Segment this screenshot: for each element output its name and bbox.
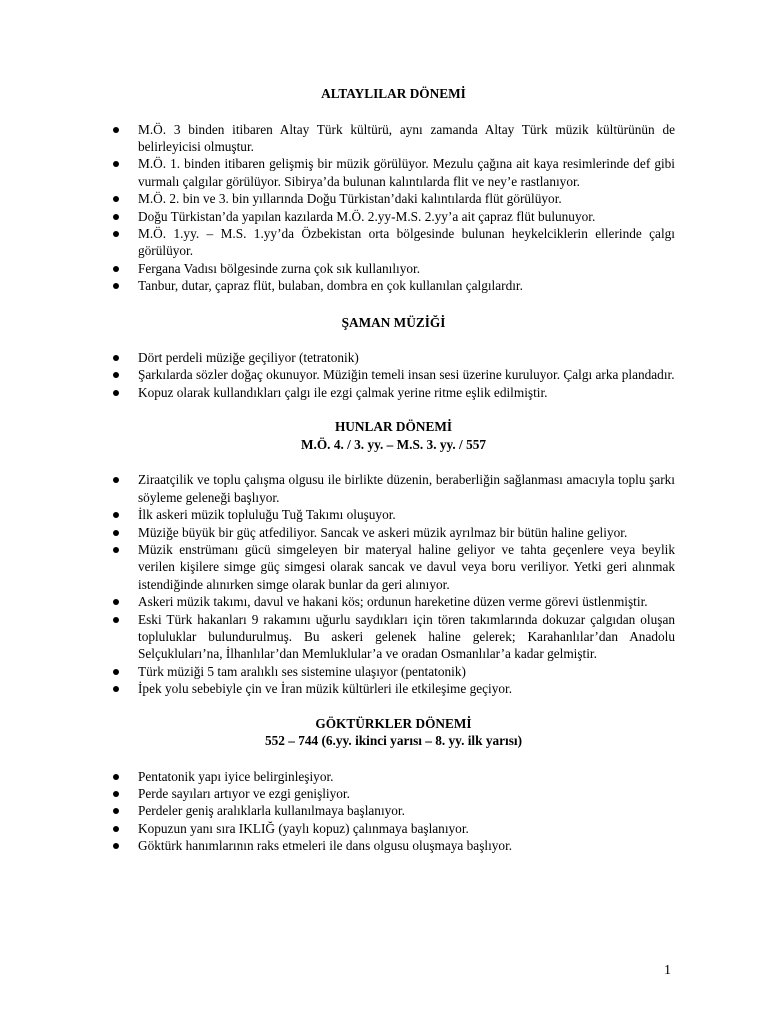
bullet-icon — [113, 231, 119, 237]
bullet-list — [112, 349, 675, 401]
list-item: Ziraatçilik ve toplu çalışma olgusu ile birlikte düzenin, beraberliğin sağlanması amacıyla toplu şarkı söyleme geleneği başlıyor. — [112, 471, 675, 506]
bullet-list — [112, 768, 675, 855]
list-item: Fergana Vadısı bölgesinde zurna çok sık kullanılıyor. — [112, 260, 675, 277]
list-item: Türk müziği 5 tam aralıklı ses sistemine ulaşıyor (pentatonik) — [112, 663, 675, 680]
section-hunlar — [112, 418, 675, 697]
page-number: 1 — [664, 963, 671, 978]
bullet-icon — [113, 355, 119, 361]
bullet-icon — [113, 283, 119, 289]
list-item: Eski Türk hakanları 9 rakamını uğurlu saydıkları için tören takımlarında dokuzar çalgıdan oluşan topluluklar bulundurulmuş. Bu askeri gelenek haline gelerek; Karahanlılar’dan Anadolu Selçukluları’na, İlhanlılar’dan Memluklular’a ve oradan Osmanlılar’a kadar gelmiştir. — [112, 611, 675, 663]
list-item: Tanbur, dutar, çapraz flüt, bulaban, dombra en çok kullanılan çalgılardır. — [112, 277, 675, 294]
bullet-icon — [113, 390, 119, 396]
bullet-icon — [113, 372, 119, 378]
list-item: Müzik enstrümanı gücü simgeleyen bir materyal haline geliyor ve tahta geçenlere veya beylik verilen kişilere simge güç simgesi olarak sancak ve davul veya boru veriliyor. Yetki geri alınmak istendiğinde alınırken simge olarak bunlar da geri alınıyor. — [112, 541, 675, 593]
list-item: Dört perdeli müziğe geçiliyor (tetratonik) — [112, 349, 675, 366]
list-item: M.Ö. 3 binden itibaren Altay Türk kültürü, aynı zamanda Altay Türk müzik kültürünün de belirleyicisi olmuştur. — [112, 121, 675, 156]
list-item: Kopuzun yanı sıra IKLIĞ (yaylı kopuz) çalınmaya başlanıyor. — [112, 820, 675, 837]
bullet-icon — [113, 477, 119, 483]
list-item: Doğu Türkistan’da yapılan kazılarda M.Ö. 2.yy-M.S. 2.yy’a ait çapraz flüt bulunuyor. — [112, 208, 675, 225]
bullet-icon — [113, 808, 119, 814]
bullet-icon — [113, 791, 119, 797]
list-item: Göktürk hanımlarının raks etmeleri ile dans olgusu oluşmaya başlıyor. — [112, 837, 675, 854]
bullet-icon — [113, 547, 119, 553]
list-item: M.Ö. 1. binden itibaren gelişmiş bir müzik görülüyor. Mezulu çağına ait kaya resimlerinde def gibi vurmalı çalgılar görülüyor. Sibirya’da bulunan kalıntılarda flit ve ney’e rastlanıyor. — [112, 155, 675, 190]
list-item: Perdeler geniş aralıklarla kullanılmaya başlanıyor. — [112, 802, 675, 819]
section-altaylilar — [112, 85, 675, 295]
bullet-icon — [113, 127, 119, 133]
list-item: Perde sayıları artıyor ve ezgi genişliyor. — [112, 785, 675, 802]
list-item: M.Ö. 2. bin ve 3. bin yıllarında Doğu Türkistan’daki kalıntılarda flüt görülüyor. — [112, 190, 675, 207]
list-item: Askeri müzik takımı, davul ve hakani kös; ordunun hareketine düzen verme görevi üstlenmiştir. — [112, 593, 675, 610]
list-item: İlk askeri müzik topluluğu Tuğ Takımı oluşuyor. — [112, 506, 675, 523]
bullet-icon — [113, 266, 119, 272]
list-item: Müziğe büyük bir güç atfediliyor. Sancak ve askeri müzik ayrılmaz bir bütün haline geliyor. — [112, 524, 675, 541]
bullet-list — [112, 121, 675, 295]
section-gokturkler — [112, 715, 675, 855]
bullet-icon — [113, 196, 119, 202]
document-body — [112, 85, 675, 855]
list-item: Şarkılarda sözler doğaç okunuyor. Müziğin temeli insan sesi üzerine kuruluyor. Çalgı arka plandadır. — [112, 366, 675, 383]
heading-line: ALTAYLILAR DÖNEMİ — [321, 86, 466, 101]
list-item: M.Ö. 1.yy. – M.S. 1.yy’da Özbekistan orta bölgesinde bulunan heykelciklerin ellerinde çalgı görülüyor. — [112, 225, 675, 260]
bullet-icon — [113, 512, 119, 518]
bullet-icon — [113, 686, 119, 692]
section-heading — [112, 85, 675, 103]
bullet-icon — [113, 530, 119, 536]
heading-line: ŞAMAN MÜZİĞİ — [341, 314, 446, 330]
heading-line: GÖKTÜRKLER DÖNEMİ — [315, 715, 472, 731]
section-heading — [112, 418, 675, 453]
list-item: Kopuz olarak kullandıkları çalgı ile ezgi çalmak yerine ritme eşlik edilmiştir. — [112, 384, 675, 401]
section-heading — [112, 314, 675, 332]
bullet-icon — [113, 774, 119, 780]
bullet-icon — [113, 826, 119, 832]
heading-line: HUNLAR DÖNEMİ — [334, 419, 453, 435]
bullet-icon — [113, 617, 119, 623]
heading-subline: 552 – 744 (6.yy. ikinci yarısı – 8. yy. ilk yarısı) — [264, 733, 523, 749]
bullet-list — [112, 471, 675, 697]
bullet-icon — [113, 161, 119, 167]
bullet-icon — [113, 843, 119, 849]
list-item: İpek yolu sebebiyle çin ve İran müzik kültürleri ile etkileşime geçiyor. — [112, 680, 675, 697]
section-heading — [112, 715, 675, 750]
bullet-icon — [113, 214, 119, 220]
heading-subline: M.Ö. 4. / 3. yy. – M.S. 3. yy. / 557 — [300, 436, 487, 452]
section-saman — [112, 314, 675, 402]
bullet-icon — [113, 599, 119, 605]
list-item: Pentatonik yapı iyice belirginleşiyor. — [112, 768, 675, 785]
bullet-icon — [113, 669, 119, 675]
